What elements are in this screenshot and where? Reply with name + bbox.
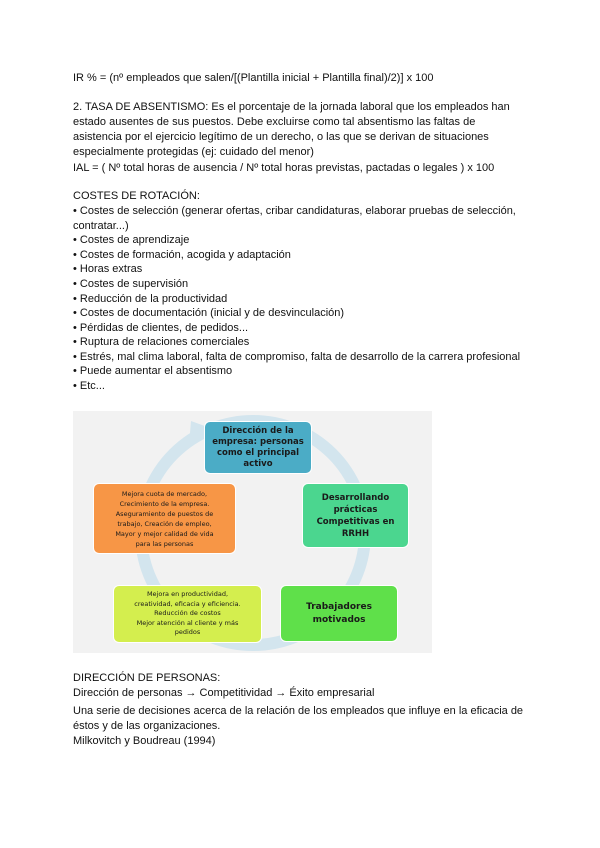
ir-formula: IR % = (nº empleados que salen/[(Plantilla inicial + Plantilla final)/2)] x 100 bbox=[73, 72, 434, 84]
costes-item: • Estrés, mal clima laboral, falta de compromiso, falta de desarrollo de la carrera profesional bbox=[73, 351, 521, 363]
costes-item: • Reducción de la productividad bbox=[73, 293, 228, 305]
box-trabajadores-motivados: Trabajadores motivados bbox=[280, 585, 398, 642]
direccion-line: Dirección de personas → Competitividad → Éxito empresarial bbox=[73, 687, 375, 699]
costes-item: • Costes de aprendizaje bbox=[73, 234, 190, 246]
costes-item: • Costes de selección (generar ofertas, cribar candidaturas, elaborar pruebas de selección, bbox=[73, 205, 516, 217]
absentismo-line: especialmente protegidas (ej: cuidado del menor) bbox=[73, 146, 314, 158]
costes-item: • Etc... bbox=[73, 380, 105, 392]
costes-item: • Pérdidas de clientes, de pedidos... bbox=[73, 322, 249, 334]
absentismo-line: 2. TASA DE ABSENTISMO: Es el porcentaje de la jornada laboral que los empleados han bbox=[73, 101, 510, 113]
ial-formula: IAL = ( Nº total horas de ausencia / Nº total horas previstas, pactadas o legales ) x 100 bbox=[73, 162, 495, 174]
direccion-title: DIRECCIÓN DE PERSONAS: bbox=[73, 672, 221, 684]
box-mejora-cuota-mercado: Mejora cuota de mercado, Crecimiento de la empresa. Aseguramiento de puestos de trabajo, Creación de empleo, Mayor y mejor calidad de vida para las personas bbox=[93, 483, 236, 554]
cycle-diagram bbox=[73, 411, 432, 653]
costes-item: contratar...) bbox=[73, 220, 129, 232]
costes-item: • Costes de supervisión bbox=[73, 278, 189, 290]
citation: Milkovitch y Boudreau (1994) bbox=[73, 735, 216, 747]
costes-item: • Costes de documentación (inicial y de desvinculación) bbox=[73, 307, 345, 319]
costes-item: • Ruptura de relaciones comerciales bbox=[73, 336, 250, 348]
costes-title: COSTES DE ROTACIÓN: bbox=[73, 190, 200, 202]
direccion-line: Una serie de decisiones acerca de la relación de los empleados que influye en la eficacia de bbox=[73, 705, 524, 717]
box-practicas-rrhh: Desarrollando prácticas Competitivas en RRHH bbox=[302, 483, 409, 548]
costes-item: • Costes de formación, acogida y adaptación bbox=[73, 249, 291, 261]
box-direccion-empresa: Dirección de la empresa: personas como el principal activo bbox=[204, 421, 312, 474]
costes-item: • Puede aumentar el absentismo bbox=[73, 365, 233, 377]
box-mejora-productividad: Mejora en productividad, creatividad, eficacia y eficiencia. Reducción de costos Mejor atención al cliente y más pedidos bbox=[113, 585, 262, 643]
absentismo-line: asistencia por el ejercicio legítimo de un derecho, o las que se derivan de situaciones bbox=[73, 131, 489, 143]
costes-item: • Horas extras bbox=[73, 263, 143, 275]
absentismo-line: estado ausentes de sus puestos. Debe excluirse como tal absentismo las faltas de bbox=[73, 116, 476, 128]
direccion-line: éstos y de las organizaciones. bbox=[73, 720, 221, 732]
